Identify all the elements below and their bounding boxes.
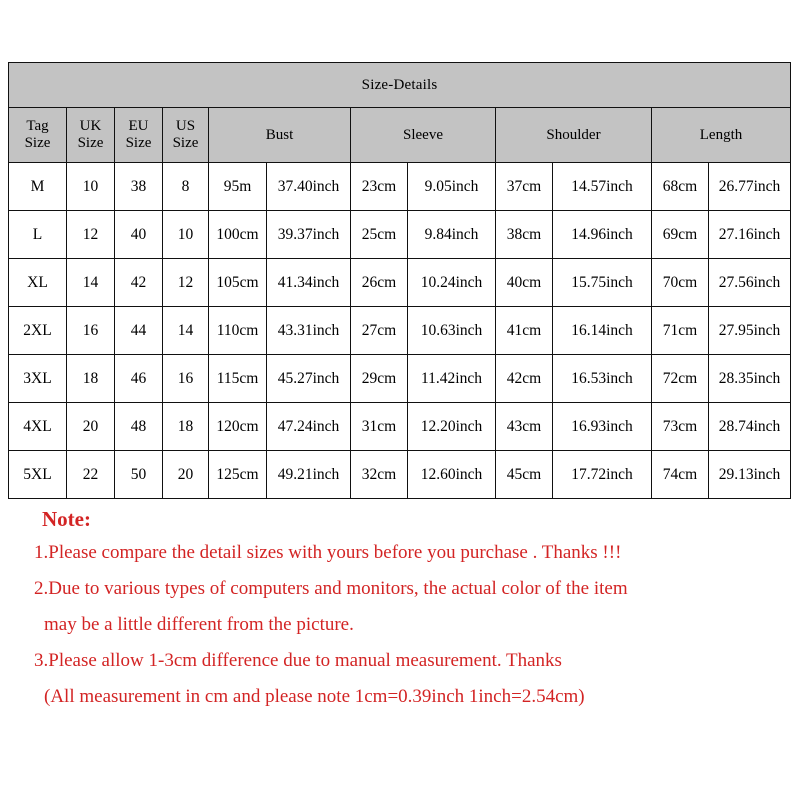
cell-sleeve-cm: 25cm <box>351 211 408 259</box>
cell-bust-cm: 105cm <box>209 259 267 307</box>
cell-sleeve-inch: 9.84inch <box>408 211 496 259</box>
cell-eu-size: 40 <box>115 211 163 259</box>
cell-shoulder-inch: 16.93inch <box>553 403 652 451</box>
cell-eu-size: 48 <box>115 403 163 451</box>
note-line-3: 3.Please allow 1-3cm difference due to manual measurement. Thanks <box>34 650 562 672</box>
note-line-3-continued: (All measurement in cm and please note 1cm=0.39inch 1inch=2.54cm) <box>44 686 585 708</box>
cell-uk-size: 14 <box>67 259 115 307</box>
cell-uk-size: 18 <box>67 355 115 403</box>
notes-heading: Note: <box>42 507 91 531</box>
cell-bust-inch: 43.31inch <box>267 307 351 355</box>
cell-shoulder-inch: 16.14inch <box>553 307 652 355</box>
cell-sleeve-inch: 12.60inch <box>408 451 496 499</box>
cell-us-size: 20 <box>163 451 209 499</box>
cell-sleeve-inch: 10.24inch <box>408 259 496 307</box>
column-header-us-size-line2: Size <box>172 135 199 151</box>
cell-sleeve-cm: 26cm <box>351 259 408 307</box>
cell-length-cm: 69cm <box>652 211 709 259</box>
cell-shoulder-cm: 42cm <box>496 355 553 403</box>
cell-us-size: 16 <box>163 355 209 403</box>
cell-length-cm: 68cm <box>652 163 709 211</box>
cell-bust-cm: 95m <box>209 163 267 211</box>
size-details-table-container <box>8 62 790 499</box>
cell-us-size: 12 <box>163 259 209 307</box>
cell-length-inch: 29.13inch <box>709 451 791 499</box>
column-header-eu-size-line1: EU <box>128 118 149 135</box>
size-details-table <box>8 62 791 499</box>
cell-eu-size: 38 <box>115 163 163 211</box>
cell-eu-size: 46 <box>115 355 163 403</box>
cell-sleeve-inch: 12.20inch <box>408 403 496 451</box>
cell-us-size: 8 <box>163 163 209 211</box>
cell-shoulder-cm: 37cm <box>496 163 553 211</box>
table-row <box>9 259 791 307</box>
cell-bust-inch: 37.40inch <box>267 163 351 211</box>
column-header-uk-size-line1: UK <box>79 118 102 135</box>
table-row <box>9 211 791 259</box>
cell-sleeve-cm: 32cm <box>351 451 408 499</box>
table-row <box>9 451 791 499</box>
cell-us-size: 14 <box>163 307 209 355</box>
cell-shoulder-cm: 40cm <box>496 259 553 307</box>
cell-sleeve-inch: 11.42inch <box>408 355 496 403</box>
cell-length-inch: 28.74inch <box>709 403 791 451</box>
cell-tag-size: 4XL <box>9 403 67 451</box>
cell-bust-cm: 115cm <box>209 355 267 403</box>
column-header-us-size-line1: US <box>175 118 196 135</box>
cell-length-inch: 27.95inch <box>709 307 791 355</box>
column-header-length: Length <box>652 108 791 163</box>
cell-length-cm: 73cm <box>652 403 709 451</box>
cell-uk-size: 10 <box>67 163 115 211</box>
column-header-tag-size-line1: Tag <box>26 118 49 135</box>
cell-uk-size: 16 <box>67 307 115 355</box>
note-line-1: 1.Please compare the detail sizes with yours before you purchase . Thanks !!! <box>34 542 622 564</box>
cell-eu-size: 50 <box>115 451 163 499</box>
note-line-2: 2.Due to various types of computers and monitors, the actual color of the item <box>34 578 628 600</box>
table-row <box>9 355 791 403</box>
cell-bust-cm: 100cm <box>209 211 267 259</box>
cell-shoulder-inch: 15.75inch <box>553 259 652 307</box>
cell-uk-size: 20 <box>67 403 115 451</box>
cell-shoulder-inch: 16.53inch <box>553 355 652 403</box>
column-header-uk-size-line2: Size <box>77 135 104 151</box>
cell-sleeve-inch: 10.63inch <box>408 307 496 355</box>
column-header-eu-size <box>115 108 163 163</box>
table-row <box>9 307 791 355</box>
cell-tag-size: M <box>9 163 67 211</box>
cell-uk-size: 22 <box>67 451 115 499</box>
cell-bust-cm: 110cm <box>209 307 267 355</box>
notes-section <box>0 508 800 723</box>
column-header-sleeve: Sleeve <box>351 108 496 163</box>
cell-sleeve-cm: 31cm <box>351 403 408 451</box>
cell-tag-size: XL <box>9 259 67 307</box>
cell-bust-inch: 45.27inch <box>267 355 351 403</box>
cell-length-cm: 71cm <box>652 307 709 355</box>
column-header-tag-size <box>9 108 67 163</box>
cell-bust-cm: 120cm <box>209 403 267 451</box>
cell-bust-cm: 125cm <box>209 451 267 499</box>
column-header-shoulder: Shoulder <box>496 108 652 163</box>
cell-shoulder-inch: 17.72inch <box>553 451 652 499</box>
cell-tag-size: L <box>9 211 67 259</box>
cell-length-inch: 28.35inch <box>709 355 791 403</box>
cell-shoulder-inch: 14.96inch <box>553 211 652 259</box>
column-header-us-size <box>163 108 209 163</box>
table-header-row <box>9 108 791 163</box>
cell-bust-inch: 39.37inch <box>267 211 351 259</box>
cell-shoulder-cm: 45cm <box>496 451 553 499</box>
cell-shoulder-cm: 38cm <box>496 211 553 259</box>
cell-eu-size: 44 <box>115 307 163 355</box>
cell-us-size: 10 <box>163 211 209 259</box>
cell-sleeve-cm: 23cm <box>351 163 408 211</box>
table-title-row <box>9 63 791 108</box>
cell-length-cm: 74cm <box>652 451 709 499</box>
cell-length-cm: 72cm <box>652 355 709 403</box>
cell-length-inch: 27.56inch <box>709 259 791 307</box>
cell-sleeve-cm: 29cm <box>351 355 408 403</box>
cell-bust-inch: 41.34inch <box>267 259 351 307</box>
cell-shoulder-cm: 43cm <box>496 403 553 451</box>
column-header-uk-size <box>67 108 115 163</box>
cell-us-size: 18 <box>163 403 209 451</box>
cell-length-cm: 70cm <box>652 259 709 307</box>
cell-length-inch: 27.16inch <box>709 211 791 259</box>
column-header-bust: Bust <box>209 108 351 163</box>
cell-uk-size: 12 <box>67 211 115 259</box>
cell-tag-size: 5XL <box>9 451 67 499</box>
cell-shoulder-cm: 41cm <box>496 307 553 355</box>
cell-shoulder-inch: 14.57inch <box>553 163 652 211</box>
cell-tag-size: 3XL <box>9 355 67 403</box>
table-title: Size-Details <box>9 63 791 108</box>
cell-tag-size: 2XL <box>9 307 67 355</box>
column-header-tag-size-line2: Size <box>24 135 51 151</box>
column-header-eu-size-line2: Size <box>125 135 152 151</box>
table-row <box>9 403 791 451</box>
cell-length-inch: 26.77inch <box>709 163 791 211</box>
cell-sleeve-cm: 27cm <box>351 307 408 355</box>
cell-bust-inch: 49.21inch <box>267 451 351 499</box>
cell-bust-inch: 47.24inch <box>267 403 351 451</box>
cell-sleeve-inch: 9.05inch <box>408 163 496 211</box>
table-row <box>9 163 791 211</box>
cell-eu-size: 42 <box>115 259 163 307</box>
note-line-2-continued: may be a little different from the picture. <box>44 614 354 636</box>
